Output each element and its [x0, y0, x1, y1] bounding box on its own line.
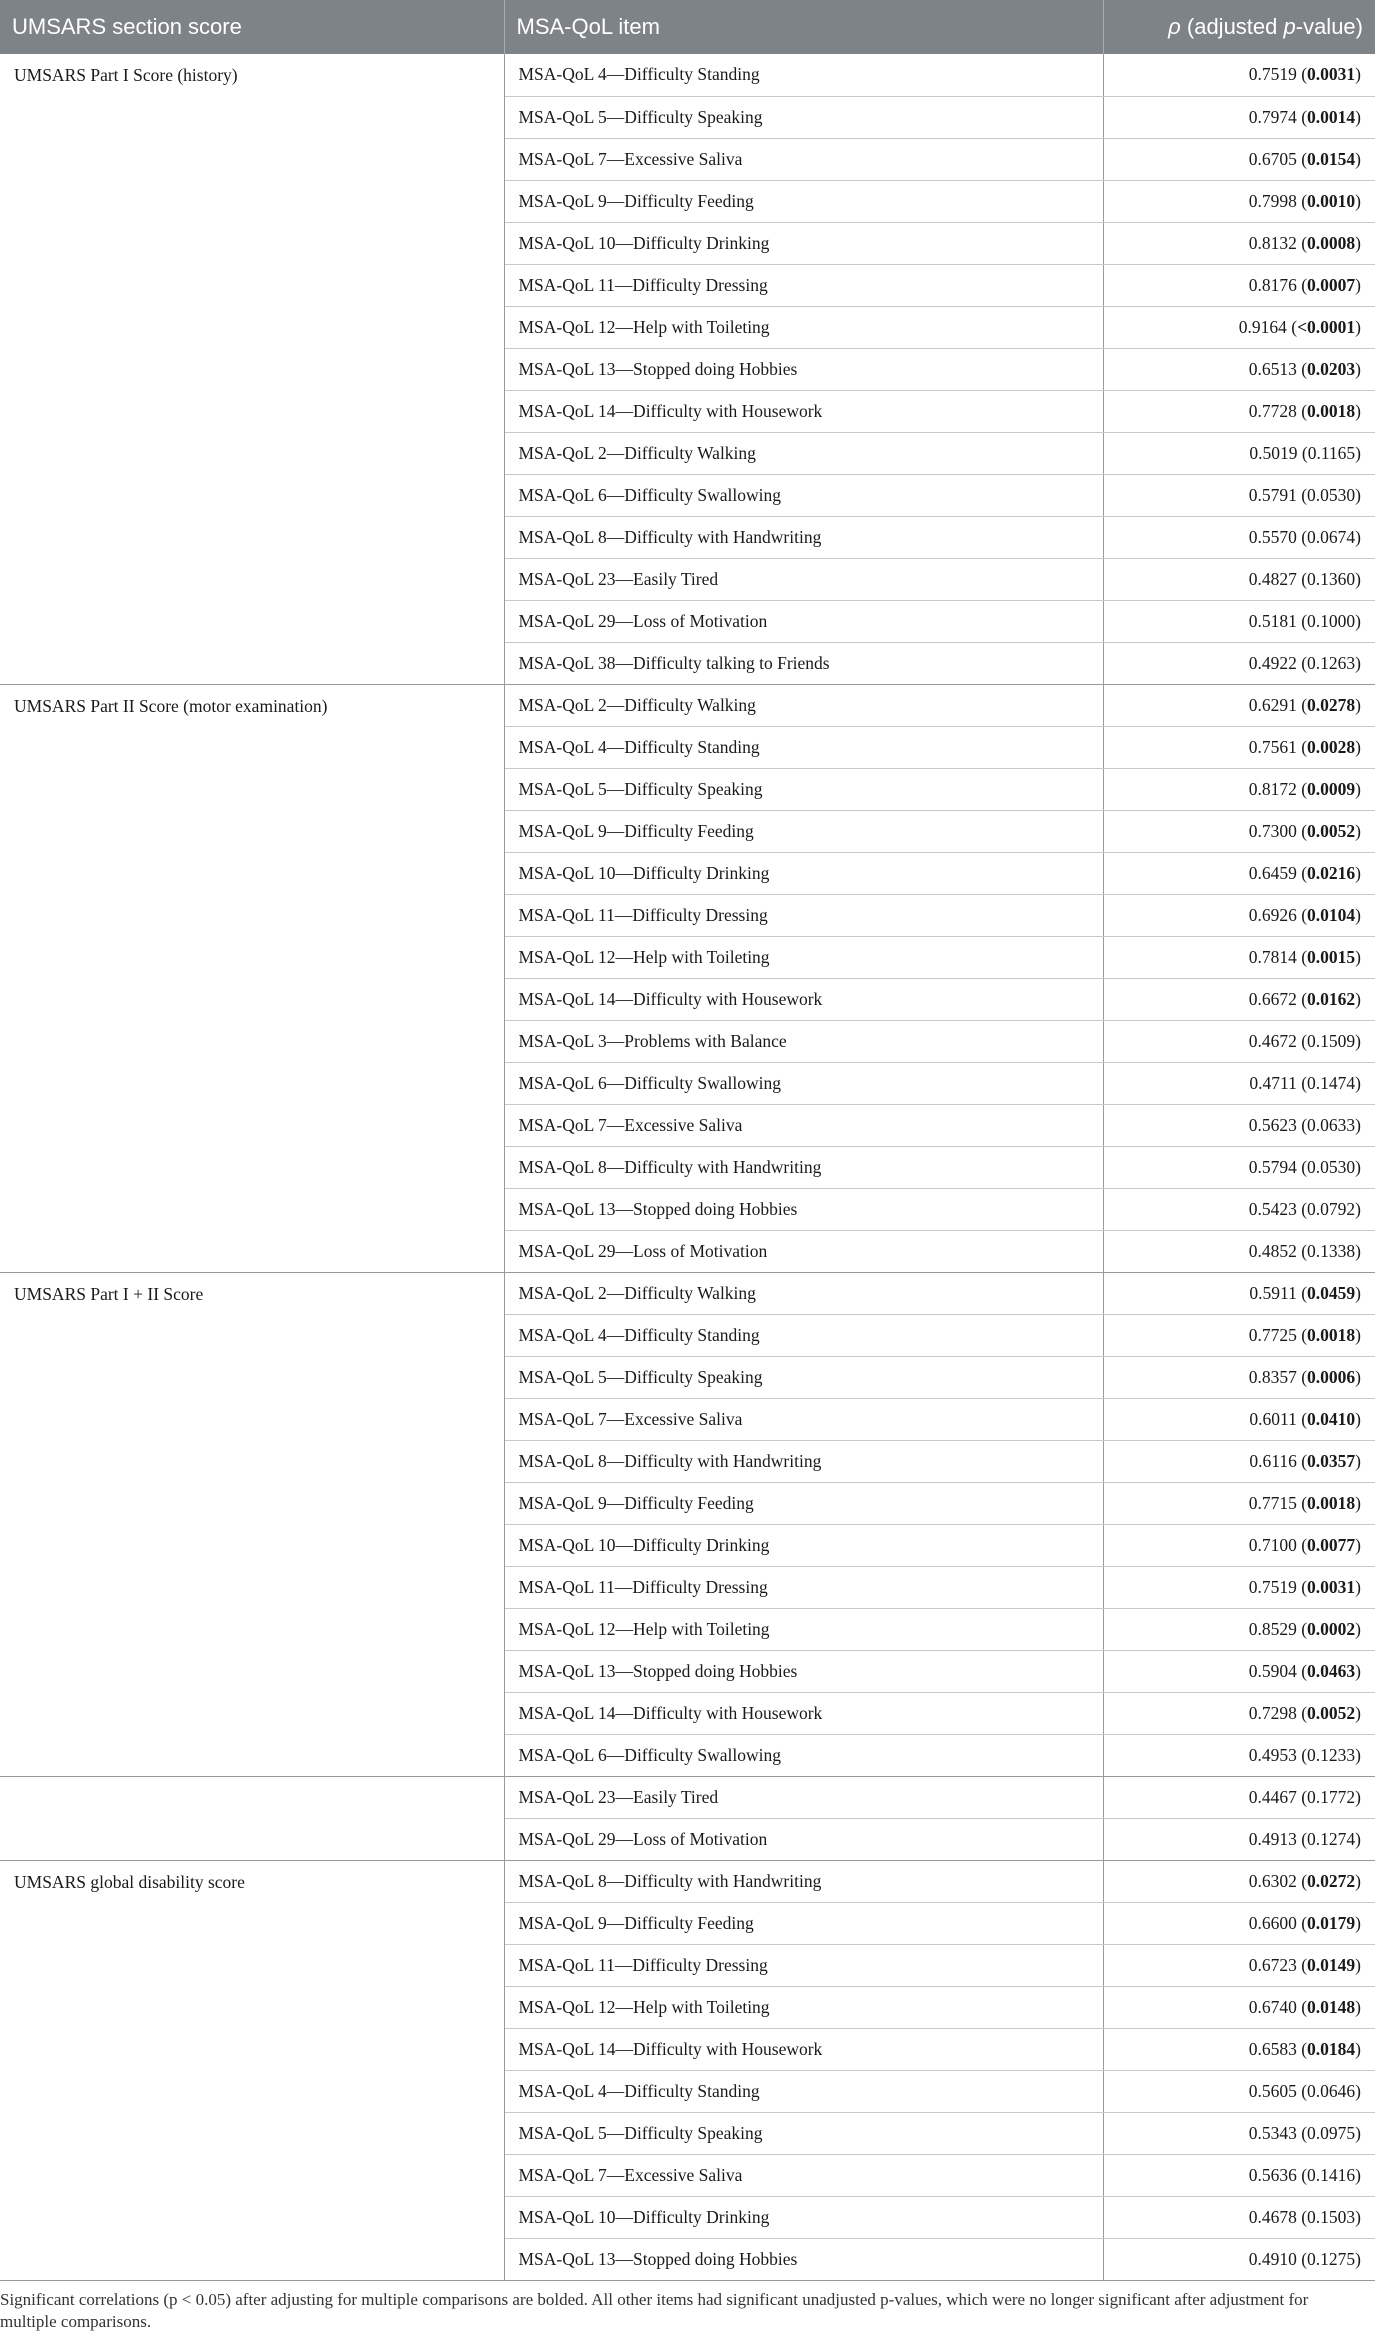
adjusted-p-value: 0.0975: [1307, 2122, 1356, 2143]
rho-value: 0.7974: [1248, 106, 1297, 127]
qol-item-cell: MSA-QoL 5—Difficulty Speaking: [504, 1356, 1103, 1398]
adjusted-p-value: 0.0031: [1307, 64, 1356, 85]
qol-item-cell: MSA-QoL 7—Excessive Saliva: [504, 1398, 1103, 1440]
rho-value-cell: 0.4827 (0.1360): [1103, 558, 1375, 600]
rho-value: 0.7519: [1248, 64, 1297, 85]
qol-item-cell: MSA-QoL 11—Difficulty Dressing: [504, 1566, 1103, 1608]
adjusted-p-value: 0.1000: [1307, 610, 1356, 631]
rho-value-cell: 0.8176 (0.0007): [1103, 264, 1375, 306]
adjusted-p-value: 0.0007: [1307, 274, 1356, 295]
rho-value-cell: 0.4672 (0.1509): [1103, 1020, 1375, 1062]
rho-value: 0.6926: [1248, 904, 1297, 925]
adjusted-p-value: 0.1360: [1307, 568, 1356, 589]
qol-item-cell: MSA-QoL 13—Stopped doing Hobbies: [504, 2238, 1103, 2280]
qol-item-cell: MSA-QoL 8—Difficulty with Handwriting: [504, 1440, 1103, 1482]
qol-item-cell: MSA-QoL 29—Loss of Motivation: [504, 600, 1103, 642]
qol-item-cell: MSA-QoL 14—Difficulty with Housework: [504, 978, 1103, 1020]
rho-value: 0.8132: [1248, 232, 1297, 253]
qol-item-cell: MSA-QoL 14—Difficulty with Housework: [504, 2028, 1103, 2070]
qol-item-cell: MSA-QoL 11—Difficulty Dressing: [504, 1944, 1103, 1986]
rho-value-cell: 0.7100 (0.0077): [1103, 1524, 1375, 1566]
rho-value-cell: 0.7519 (0.0031): [1103, 1566, 1375, 1608]
rho-value-cell: 0.4467 (0.1772): [1103, 1776, 1375, 1818]
qol-item-cell: MSA-QoL 5—Difficulty Speaking: [504, 96, 1103, 138]
qol-item-cell: MSA-QoL 9—Difficulty Feeding: [504, 1902, 1103, 1944]
rho-value-cell: 0.5423 (0.0792): [1103, 1188, 1375, 1230]
rho-value-cell: 0.6291 (0.0278): [1103, 684, 1375, 726]
qol-item-cell: MSA-QoL 6—Difficulty Swallowing: [504, 1062, 1103, 1104]
rho-value: 0.7561: [1248, 736, 1297, 757]
rho-value: 0.4922: [1248, 652, 1297, 673]
rho-value-cell: 0.9164 (<0.0001): [1103, 306, 1375, 348]
qol-item-cell: MSA-QoL 12—Help with Toileting: [504, 1986, 1103, 2028]
rho-value-cell: 0.7728 (0.0018): [1103, 390, 1375, 432]
rho-value-cell: 0.7725 (0.0018): [1103, 1314, 1375, 1356]
qol-item-cell: MSA-QoL 10—Difficulty Drinking: [504, 222, 1103, 264]
adjusted-p-value: 0.0216: [1307, 862, 1356, 883]
adjusted-p-value: 0.0278: [1307, 694, 1356, 715]
rho-value-cell: 0.4910 (0.1275): [1103, 2238, 1375, 2280]
rho-value-cell: 0.6459 (0.0216): [1103, 852, 1375, 894]
adjusted-p-value: 0.0633: [1307, 1114, 1356, 1135]
qol-item-cell: MSA-QoL 4—Difficulty Standing: [504, 2070, 1103, 2112]
rho-value: 0.6291: [1248, 694, 1297, 715]
rho-value: 0.5636: [1248, 2164, 1297, 2185]
adjusted-p-value: 0.0009: [1307, 778, 1356, 799]
rho-value: 0.6459: [1248, 862, 1297, 883]
rho-value: 0.6600: [1248, 1912, 1297, 1933]
rho-value-cell: 0.8132 (0.0008): [1103, 222, 1375, 264]
adjusted-p-value: 0.0014: [1307, 106, 1356, 127]
header-rho-post: -value): [1295, 14, 1363, 39]
adjusted-p-value: 0.0646: [1307, 2080, 1356, 2101]
rho-value: 0.7519: [1248, 1576, 1297, 1597]
qol-item-cell: MSA-QoL 8—Difficulty with Handwriting: [504, 1146, 1103, 1188]
rho-value: 0.7725: [1248, 1324, 1297, 1345]
rho-value-cell: 0.6011 (0.0410): [1103, 1398, 1375, 1440]
adjusted-p-value: 0.0357: [1307, 1450, 1356, 1471]
rho-value: 0.5343: [1248, 2122, 1297, 2143]
rho-value: 0.5181: [1248, 610, 1297, 631]
adjusted-p-value: 0.0018: [1307, 400, 1356, 421]
table-row: [0, 1776, 1375, 1818]
table-footnote: Significant correlations (p < 0.05) after adjusting for multiple comparisons are bolded. All other items had significant unadjusted p-values, which were no longer significant after adjustment for multiple comparisons.: [0, 2290, 1309, 2331]
rho-value-cell: 0.7715 (0.0018): [1103, 1482, 1375, 1524]
rho-value-cell: 0.5343 (0.0975): [1103, 2112, 1375, 2154]
qol-item-cell: MSA-QoL 11—Difficulty Dressing: [504, 894, 1103, 936]
rho-value: 0.5570: [1248, 526, 1297, 547]
qol-item-cell: MSA-QoL 4—Difficulty Standing: [504, 726, 1103, 768]
rho-value-cell: 0.7561 (0.0028): [1103, 726, 1375, 768]
adjusted-p-value: 0.0179: [1307, 1912, 1356, 1933]
rho-value: 0.5911: [1249, 1282, 1297, 1303]
adjusted-p-value: 0.1233: [1307, 1744, 1356, 1765]
qol-item-cell: MSA-QoL 23—Easily Tired: [504, 1776, 1103, 1818]
table-row: [0, 1860, 1375, 1902]
header-qol-item: MSA-QoL item: [504, 0, 1103, 54]
adjusted-p-value: 0.1263: [1307, 652, 1356, 673]
qol-item-cell: MSA-QoL 29—Loss of Motivation: [504, 1818, 1103, 1860]
header-rho-pre: (adjusted: [1180, 14, 1284, 39]
qol-item-cell: MSA-QoL 23—Easily Tired: [504, 558, 1103, 600]
qol-item-cell: MSA-QoL 12—Help with Toileting: [504, 306, 1103, 348]
rho-value-cell: 0.5904 (0.0463): [1103, 1650, 1375, 1692]
adjusted-p-value: 0.0031: [1307, 1576, 1356, 1597]
adjusted-p-value: 0.0463: [1307, 1660, 1356, 1681]
rho-value-cell: 0.5570 (0.0674): [1103, 516, 1375, 558]
qol-item-cell: MSA-QoL 6—Difficulty Swallowing: [504, 474, 1103, 516]
section-score-cell: [0, 1776, 504, 1860]
rho-value: 0.6740: [1248, 1996, 1297, 2017]
adjusted-p-value: 0.0149: [1307, 1954, 1356, 1975]
adjusted-p-value: 0.1274: [1307, 1828, 1356, 1849]
rho-value-cell: 0.5911 (0.0459): [1103, 1272, 1375, 1314]
rho-value: 0.5794: [1248, 1156, 1297, 1177]
rho-value-cell: 0.8357 (0.0006): [1103, 1356, 1375, 1398]
rho-value: 0.8357: [1248, 1366, 1297, 1387]
adjusted-p-value: 0.0530: [1307, 484, 1356, 505]
qol-item-cell: MSA-QoL 13—Stopped doing Hobbies: [504, 1188, 1103, 1230]
header-section-score: UMSARS section score: [0, 0, 504, 54]
qol-item-cell: MSA-QoL 5—Difficulty Speaking: [504, 768, 1103, 810]
rho-value: 0.8172: [1248, 778, 1297, 799]
qol-item-cell: MSA-QoL 12—Help with Toileting: [504, 936, 1103, 978]
rho-value-cell: 0.7300 (0.0052): [1103, 810, 1375, 852]
rho-value: 0.4953: [1248, 1744, 1297, 1765]
qol-item-cell: MSA-QoL 38—Difficulty talking to Friends: [504, 642, 1103, 684]
adjusted-p-value: 0.0008: [1307, 232, 1356, 253]
qol-item-cell: MSA-QoL 3—Problems with Balance: [504, 1020, 1103, 1062]
qol-item-cell: MSA-QoL 29—Loss of Motivation: [504, 1230, 1103, 1272]
rho-value-cell: 0.6672 (0.0162): [1103, 978, 1375, 1020]
adjusted-p-value: 0.0154: [1307, 148, 1356, 169]
adjusted-p-value: 0.0015: [1307, 946, 1356, 967]
qol-item-cell: MSA-QoL 9—Difficulty Feeding: [504, 1482, 1103, 1524]
rho-value: 0.4467: [1248, 1786, 1297, 1807]
rho-value: 0.4827: [1248, 568, 1297, 589]
qol-item-cell: MSA-QoL 5—Difficulty Speaking: [504, 2112, 1103, 2154]
rho-value-cell: 0.6926 (0.0104): [1103, 894, 1375, 936]
qol-item-cell: MSA-QoL 2—Difficulty Walking: [504, 432, 1103, 474]
rho-value: 0.7715: [1248, 1492, 1297, 1513]
rho-value-cell: 0.6705 (0.0154): [1103, 138, 1375, 180]
rho-value-cell: 0.7814 (0.0015): [1103, 936, 1375, 978]
rho-value: 0.6116: [1249, 1450, 1297, 1471]
qol-item-cell: MSA-QoL 13—Stopped doing Hobbies: [504, 1650, 1103, 1692]
rho-value-cell: 0.4913 (0.1274): [1103, 1818, 1375, 1860]
rho-value: 0.7998: [1248, 190, 1297, 211]
rho-value: 0.7300: [1248, 820, 1297, 841]
qol-item-cell: MSA-QoL 13—Stopped doing Hobbies: [504, 348, 1103, 390]
rho-value-cell: 0.4953 (0.1233): [1103, 1734, 1375, 1776]
rho-value-cell: 0.6740 (0.0148): [1103, 1986, 1375, 2028]
adjusted-p-value: 0.1165: [1307, 442, 1356, 463]
qol-item-cell: MSA-QoL 7—Excessive Saliva: [504, 1104, 1103, 1146]
rho-value-cell: 0.5605 (0.0646): [1103, 2070, 1375, 2112]
qol-item-cell: MSA-QoL 10—Difficulty Drinking: [504, 1524, 1103, 1566]
rho-value: 0.4910: [1248, 2248, 1297, 2269]
rho-value-cell: 0.7298 (0.0052): [1103, 1692, 1375, 1734]
rho-value: 0.6302: [1248, 1870, 1297, 1891]
rho-value-cell: 0.6116 (0.0357): [1103, 1440, 1375, 1482]
section-score-cell: UMSARS Part I Score (history): [0, 54, 504, 684]
adjusted-p-value: <0.0001: [1297, 316, 1356, 337]
section-score-cell: UMSARS Part I + II Score: [0, 1272, 504, 1776]
table-row: [0, 684, 1375, 726]
qol-item-cell: MSA-QoL 7—Excessive Saliva: [504, 138, 1103, 180]
rho-value: 0.6513: [1248, 358, 1297, 379]
table-body: [0, 54, 1375, 2280]
rho-value: 0.6723: [1248, 1954, 1297, 1975]
adjusted-p-value: 0.0002: [1307, 1618, 1356, 1639]
qol-item-cell: MSA-QoL 6—Difficulty Swallowing: [504, 1734, 1103, 1776]
rho-value-cell: 0.5791 (0.0530): [1103, 474, 1375, 516]
rho-value-cell: 0.5794 (0.0530): [1103, 1146, 1375, 1188]
rho-value: 0.5019: [1249, 442, 1298, 463]
qol-item-cell: MSA-QoL 10—Difficulty Drinking: [504, 852, 1103, 894]
adjusted-p-value: 0.1772: [1307, 1786, 1356, 1807]
qol-item-cell: MSA-QoL 2—Difficulty Walking: [504, 684, 1103, 726]
adjusted-p-value: 0.0077: [1307, 1534, 1356, 1555]
adjusted-p-value: 0.0018: [1307, 1324, 1356, 1345]
rho-value: 0.7100: [1248, 1534, 1297, 1555]
rho-value: 0.4672: [1248, 1030, 1297, 1051]
rho-value: 0.4913: [1248, 1828, 1297, 1849]
qol-item-cell: MSA-QoL 4—Difficulty Standing: [504, 54, 1103, 96]
adjusted-p-value: 0.0148: [1307, 1996, 1356, 2017]
header-rho: [1103, 0, 1375, 54]
rho-value-cell: 0.5181 (0.1000): [1103, 600, 1375, 642]
rho-value-cell: 0.4852 (0.1338): [1103, 1230, 1375, 1272]
table-row: [0, 54, 1375, 96]
adjusted-p-value: 0.0410: [1307, 1408, 1356, 1429]
qol-item-cell: MSA-QoL 14—Difficulty with Housework: [504, 390, 1103, 432]
adjusted-p-value: 0.0792: [1307, 1198, 1356, 1219]
qol-item-cell: MSA-QoL 9—Difficulty Feeding: [504, 180, 1103, 222]
rho-value: 0.5605: [1248, 2080, 1297, 2101]
rho-value: 0.6011: [1249, 1408, 1297, 1429]
adjusted-p-value: 0.0272: [1307, 1870, 1356, 1891]
rho-value: 0.4678: [1248, 2206, 1297, 2227]
adjusted-p-value: 0.1416: [1307, 2164, 1356, 2185]
qol-item-cell: MSA-QoL 8—Difficulty with Handwriting: [504, 516, 1103, 558]
rho-value: 0.6672: [1248, 988, 1297, 1009]
rho-value: 0.8176: [1248, 274, 1297, 295]
rho-value-cell: 0.8172 (0.0009): [1103, 768, 1375, 810]
rho-value-cell: 0.7974 (0.0014): [1103, 96, 1375, 138]
rho-value: 0.5423: [1248, 1198, 1297, 1219]
adjusted-p-value: 0.1503: [1307, 2206, 1356, 2227]
qol-item-cell: MSA-QoL 11—Difficulty Dressing: [504, 264, 1103, 306]
adjusted-p-value: 0.1275: [1307, 2248, 1356, 2269]
rho-value-cell: 0.4711 (0.1474): [1103, 1062, 1375, 1104]
rho-value-cell: 0.6513 (0.0203): [1103, 348, 1375, 390]
qol-item-cell: MSA-QoL 2—Difficulty Walking: [504, 1272, 1103, 1314]
adjusted-p-value: 0.1338: [1307, 1240, 1356, 1261]
adjusted-p-value: 0.0010: [1307, 190, 1356, 211]
header-rho-p: p: [1283, 14, 1296, 39]
rho-value: 0.6583: [1248, 2038, 1297, 2059]
adjusted-p-value: 0.0006: [1307, 1366, 1356, 1387]
adjusted-p-value: 0.0162: [1307, 988, 1356, 1009]
adjusted-p-value: 0.0459: [1307, 1282, 1356, 1303]
rho-value-cell: 0.6723 (0.0149): [1103, 1944, 1375, 1986]
rho-value: 0.7298: [1248, 1702, 1297, 1723]
qol-item-cell: MSA-QoL 4—Difficulty Standing: [504, 1314, 1103, 1356]
rho-value-cell: 0.7519 (0.0031): [1103, 54, 1375, 96]
adjusted-p-value: 0.0674: [1307, 526, 1356, 547]
rho-value-cell: 0.6600 (0.0179): [1103, 1902, 1375, 1944]
rho-value-cell: 0.6302 (0.0272): [1103, 1860, 1375, 1902]
header-row: [0, 0, 1375, 54]
adjusted-p-value: 0.0184: [1307, 2038, 1356, 2059]
qol-item-cell: MSA-QoL 7—Excessive Saliva: [504, 2154, 1103, 2196]
rho-value-cell: 0.5623 (0.0633): [1103, 1104, 1375, 1146]
rho-value: 0.5791: [1248, 484, 1297, 505]
section-score-cell: UMSARS global disability score: [0, 1860, 504, 2280]
adjusted-p-value: 0.1509: [1307, 1030, 1356, 1051]
qol-item-cell: MSA-QoL 8—Difficulty with Handwriting: [504, 1860, 1103, 1902]
adjusted-p-value: 0.0203: [1307, 358, 1356, 379]
rho-value: 0.9164: [1238, 316, 1287, 337]
adjusted-p-value: 0.0052: [1307, 1702, 1356, 1723]
adjusted-p-value: 0.0018: [1307, 1492, 1356, 1513]
rho-value-cell: 0.5636 (0.1416): [1103, 2154, 1375, 2196]
adjusted-p-value: 0.0028: [1307, 736, 1356, 757]
rho-value: 0.4711: [1249, 1072, 1297, 1093]
rho-value: 0.5904: [1248, 1660, 1297, 1681]
rho-value-cell: 0.8529 (0.0002): [1103, 1608, 1375, 1650]
adjusted-p-value: 0.0530: [1307, 1156, 1356, 1177]
rho-value: 0.6705: [1248, 148, 1297, 169]
table-row: [0, 1272, 1375, 1314]
rho-value: 0.5623: [1248, 1114, 1297, 1135]
qol-item-cell: MSA-QoL 9—Difficulty Feeding: [504, 810, 1103, 852]
adjusted-p-value: 0.1474: [1307, 1072, 1356, 1093]
qol-item-cell: MSA-QoL 14—Difficulty with Housework: [504, 1692, 1103, 1734]
rho-value: 0.8529: [1248, 1618, 1297, 1639]
rho-value: 0.7814: [1248, 946, 1297, 967]
rho-value-cell: 0.4678 (0.1503): [1103, 2196, 1375, 2238]
adjusted-p-value: 0.0052: [1307, 820, 1356, 841]
rho-value: 0.7728: [1248, 400, 1297, 421]
qol-item-cell: MSA-QoL 12—Help with Toileting: [504, 1608, 1103, 1650]
table-header: [0, 0, 1375, 54]
rho-value-cell: 0.4922 (0.1263): [1103, 642, 1375, 684]
section-score-cell: UMSARS Part II Score (motor examination): [0, 684, 504, 1272]
header-rho-symbol: ρ: [1168, 14, 1181, 39]
qol-item-cell: MSA-QoL 10—Difficulty Drinking: [504, 2196, 1103, 2238]
adjusted-p-value: 0.0104: [1307, 904, 1356, 925]
rho-value-cell: 0.5019 (0.1165): [1103, 432, 1375, 474]
rho-value-cell: 0.7998 (0.0010): [1103, 180, 1375, 222]
rho-value: 0.4852: [1248, 1240, 1297, 1261]
rho-value-cell: 0.6583 (0.0184): [1103, 2028, 1375, 2070]
